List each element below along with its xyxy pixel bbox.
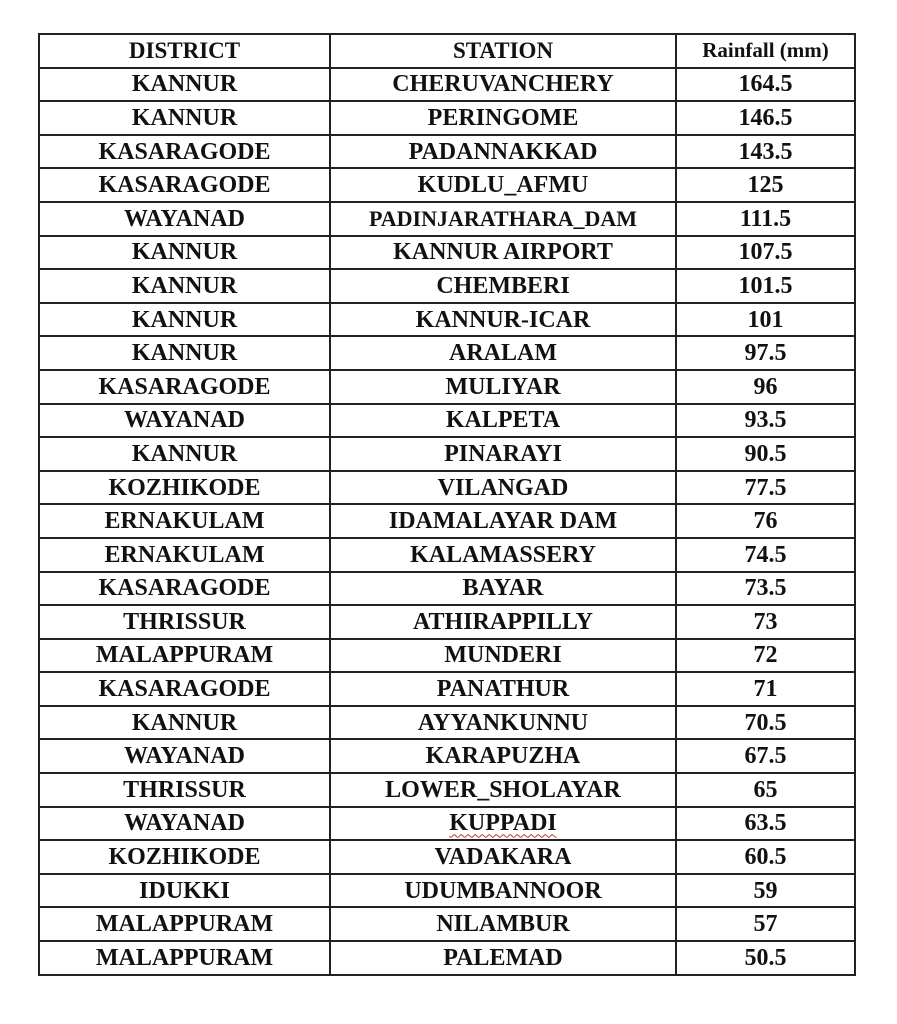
district-cell: KASARAGODE <box>39 135 330 169</box>
district-cell: MALAPPURAM <box>39 907 330 941</box>
district-cell: KANNUR <box>39 269 330 303</box>
table-row <box>39 135 855 169</box>
station-cell: VADAKARA <box>330 840 676 874</box>
header-row <box>39 34 855 68</box>
rainfall-cell: 50.5 <box>676 941 855 975</box>
district-cell: WAYANAD <box>39 739 330 773</box>
district-cell: KASARAGODE <box>39 572 330 606</box>
district-cell: THRISSUR <box>39 773 330 807</box>
station-cell: ARALAM <box>330 336 676 370</box>
district-cell: KASARAGODE <box>39 370 330 404</box>
district-cell: MALAPPURAM <box>39 639 330 673</box>
district-cell: THRISSUR <box>39 605 330 639</box>
table-row <box>39 404 855 438</box>
rainfall-cell: 74.5 <box>676 538 855 572</box>
station-cell: IDAMALAYAR DAM <box>330 504 676 538</box>
table-row <box>39 538 855 572</box>
station-cell: ATHIRAPPILLY <box>330 605 676 639</box>
table-row <box>39 739 855 773</box>
table-row <box>39 269 855 303</box>
table-row <box>39 68 855 102</box>
rainfall-cell: 164.5 <box>676 68 855 102</box>
district-cell: WAYANAD <box>39 202 330 236</box>
rainfall-cell: 143.5 <box>676 135 855 169</box>
table-row <box>39 840 855 874</box>
district-cell: KANNUR <box>39 303 330 337</box>
header-station: STATION <box>330 34 676 68</box>
table-row <box>39 437 855 471</box>
district-cell: KOZHIKODE <box>39 840 330 874</box>
rainfall-cell: 70.5 <box>676 706 855 740</box>
rainfall-cell: 72 <box>676 639 855 673</box>
table-row <box>39 605 855 639</box>
district-cell: KANNUR <box>39 437 330 471</box>
table-row <box>39 773 855 807</box>
station-cell: MUNDERI <box>330 639 676 673</box>
district-cell: KASARAGODE <box>39 672 330 706</box>
table-row <box>39 639 855 673</box>
station-cell: KALAMASSERY <box>330 538 676 572</box>
table-row <box>39 706 855 740</box>
district-cell: WAYANAD <box>39 404 330 438</box>
station-cell: KANNUR-ICAR <box>330 303 676 337</box>
table-row <box>39 236 855 270</box>
district-cell: KANNUR <box>39 101 330 135</box>
station-cell: PERINGOME <box>330 101 676 135</box>
rainfall-cell: 97.5 <box>676 336 855 370</box>
station-cell: BAYAR <box>330 572 676 606</box>
table-row <box>39 471 855 505</box>
rainfall-cell: 65 <box>676 773 855 807</box>
table-row <box>39 874 855 908</box>
station-cell: KUDLU_AFMU <box>330 168 676 202</box>
station-cell: PADANNAKKAD <box>330 135 676 169</box>
table-row <box>39 504 855 538</box>
rainfall-cell: 101.5 <box>676 269 855 303</box>
station-cell: CHEMBERI <box>330 269 676 303</box>
table-row <box>39 303 855 337</box>
station-cell: PINARAYI <box>330 437 676 471</box>
district-cell: KANNUR <box>39 336 330 370</box>
rainfall-table <box>38 33 856 976</box>
rainfall-cell: 73 <box>676 605 855 639</box>
station-cell: CHERUVANCHERY <box>330 68 676 102</box>
rainfall-cell: 77.5 <box>676 471 855 505</box>
station-cell: NILAMBUR <box>330 907 676 941</box>
station-cell: KANNUR AIRPORT <box>330 236 676 270</box>
station-cell: PALEMAD <box>330 941 676 975</box>
table-body <box>39 68 855 975</box>
rainfall-cell: 101 <box>676 303 855 337</box>
district-cell: KANNUR <box>39 236 330 270</box>
district-cell: IDUKKI <box>39 874 330 908</box>
station-cell: KALPETA <box>330 404 676 438</box>
rainfall-cell: 57 <box>676 907 855 941</box>
district-cell: ERNAKULAM <box>39 504 330 538</box>
station-cell: MULIYAR <box>330 370 676 404</box>
district-cell: ERNAKULAM <box>39 538 330 572</box>
rainfall-cell: 111.5 <box>676 202 855 236</box>
rainfall-cell: 73.5 <box>676 572 855 606</box>
rainfall-cell: 76 <box>676 504 855 538</box>
station-cell: PANATHUR <box>330 672 676 706</box>
rainfall-cell: 60.5 <box>676 840 855 874</box>
rainfall-cell: 125 <box>676 168 855 202</box>
district-cell: WAYANAD <box>39 807 330 841</box>
district-cell: MALAPPURAM <box>39 941 330 975</box>
station-cell: AYYANKUNNU <box>330 706 676 740</box>
rainfall-cell: 93.5 <box>676 404 855 438</box>
table-row <box>39 941 855 975</box>
table-row <box>39 907 855 941</box>
rainfall-cell: 71 <box>676 672 855 706</box>
header-district: DISTRICT <box>39 34 330 68</box>
district-cell: KASARAGODE <box>39 168 330 202</box>
station-cell: UDUMBANNOOR <box>330 874 676 908</box>
table-row <box>39 101 855 135</box>
station-cell: PADINJARATHARA_DAM <box>330 202 676 236</box>
station-cell: KARAPUZHA <box>330 739 676 773</box>
station-cell: KUPPADI <box>330 807 676 841</box>
district-cell: KANNUR <box>39 68 330 102</box>
rainfall-cell: 107.5 <box>676 236 855 270</box>
rainfall-cell: 96 <box>676 370 855 404</box>
rainfall-cell: 146.5 <box>676 101 855 135</box>
rainfall-cell: 59 <box>676 874 855 908</box>
district-cell: KOZHIKODE <box>39 471 330 505</box>
table-row <box>39 672 855 706</box>
header-rainfall: Rainfall (mm) <box>676 34 855 68</box>
station-cell: VILANGAD <box>330 471 676 505</box>
rainfall-cell: 63.5 <box>676 807 855 841</box>
table-row <box>39 572 855 606</box>
table-row <box>39 168 855 202</box>
table-row <box>39 370 855 404</box>
rainfall-cell: 67.5 <box>676 739 855 773</box>
station-cell: LOWER_SHOLAYAR <box>330 773 676 807</box>
district-cell: KANNUR <box>39 706 330 740</box>
table-row <box>39 807 855 841</box>
table-row <box>39 336 855 370</box>
table-row <box>39 202 855 236</box>
rainfall-cell: 90.5 <box>676 437 855 471</box>
